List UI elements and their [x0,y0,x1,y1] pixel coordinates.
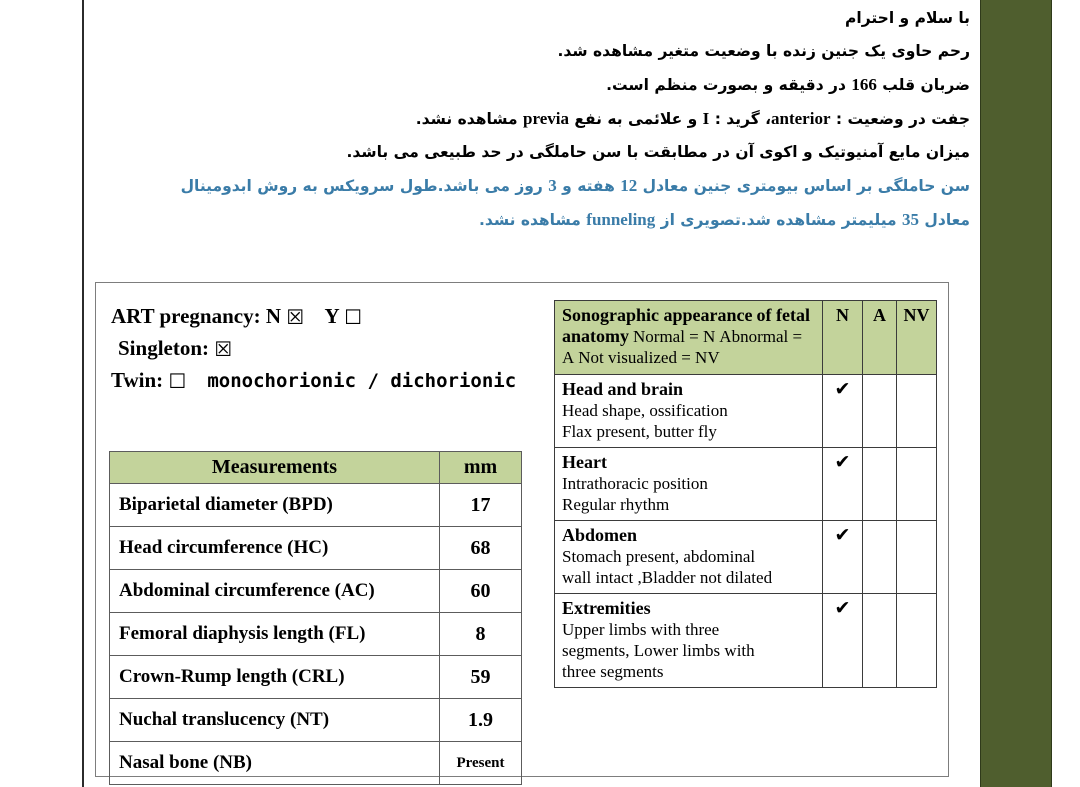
narrative-line-5: میزان مایع آمنیوتیک و اکوی آن در مطابقت با سن حاملگی در حد طبیعی می باشد. [346,143,970,161]
anatomy-item-title: Extremities [562,598,651,618]
narrative-line-1: با سلام و احترام [845,9,970,27]
anatomy-mark-nv[interactable] [897,521,937,594]
measurement-name: Nuchal translucency (NT) [110,699,440,742]
measurements-header-name: Measurements [110,452,440,484]
measurements-table [109,451,522,785]
anatomy-mark-nv[interactable] [897,375,937,448]
anatomy-header-title-cell [555,301,823,375]
anatomy-mark-a[interactable] [863,594,897,688]
table-row [110,742,522,785]
measurement-name: Nasal bone (NB) [110,742,440,785]
anatomy-column-nv: NV [897,301,937,375]
art-yes-checkbox[interactable]: ☐ [344,305,363,329]
twin-checkbox[interactable]: ☐ [168,369,187,393]
anatomy-header-title-line2: of fetal anatomy [562,305,810,346]
table-row [555,521,937,594]
anatomy-legend-not-visualized: Not visualized = NV [578,348,720,367]
table-row [555,375,937,448]
anatomy-column-a: A [863,301,897,375]
anatomy-item-cell [555,521,823,594]
anatomy-item-title: Heart [562,452,607,472]
table-row [110,570,522,613]
anatomy-mark-n[interactable]: ✔ [823,594,863,688]
table-row [110,656,522,699]
anatomy-item-cell [555,375,823,448]
art-pregnancy-label: ART pregnancy: [111,304,261,328]
art-no-checkbox[interactable]: ☒ [286,305,305,329]
narrative-line-3: ضربان قلب 166 در دقیقه و بصورت منظم است. [606,75,970,94]
anatomy-mark-a[interactable] [863,521,897,594]
narrative-text [90,2,970,237]
anatomy-item-desc-1: Upper limbs with three [562,620,720,639]
table-row [110,527,522,570]
measurement-value: 17 [440,484,522,527]
pregnancy-type-checklist [111,301,516,397]
singleton-checkbox[interactable]: ☒ [214,337,233,361]
measurements-header-row [110,452,522,484]
decorative-green-band [980,0,1052,787]
anatomy-item-desc-2: Regular rhythm [562,495,670,514]
anatomy-header-title-line1: Sonographic appearance [562,305,753,325]
measurement-value: 68 [440,527,522,570]
anatomy-mark-nv[interactable] [897,448,937,521]
measurement-value: Present [440,742,522,785]
anatomy-column-n: N [823,301,863,375]
anatomy-item-desc-1: Head shape, ossification [562,401,728,420]
measurement-name: Biparietal diameter (BPD) [110,484,440,527]
fetal-anatomy-table [554,300,937,688]
anatomy-item-cell [555,594,823,688]
twin-chorionicity-label: monochorionic / dichorionic [207,370,517,392]
anatomy-item-title: Abdomen [562,525,638,545]
singleton-row [111,333,516,365]
measurement-name: Crown-Rump length (CRL) [110,656,440,699]
page-left-rule [82,0,84,787]
twin-label: Twin: [111,368,164,392]
art-yes-label: Y [324,304,339,328]
anatomy-mark-n[interactable]: ✔ [823,375,863,448]
anatomy-mark-a[interactable] [863,375,897,448]
measurement-value: 8 [440,613,522,656]
anatomy-mark-n[interactable]: ✔ [823,521,863,594]
anatomy-mark-n[interactable]: ✔ [823,448,863,521]
anatomy-item-cell [555,448,823,521]
measurement-value: 1.9 [440,699,522,742]
table-row [555,594,937,688]
anatomy-item-desc-2: segments, Lower limbs with [562,641,755,660]
measurement-name: Abdominal circumference (AC) [110,570,440,613]
table-row [110,699,522,742]
anatomy-header-row [555,301,937,375]
narrative-line-2: رحم حاوی یک جنین زنده با وضعیت متغیر مشاهده شد. [557,42,970,60]
narrative-line-4: جفت در وضعیت : anterior، گرید : I و علائمی به نفع previa مشاهده نشد. [415,109,970,128]
anatomy-mark-nv[interactable] [897,594,937,688]
anatomy-legend-normal: Normal = N [633,327,716,346]
singleton-label: Singleton: [118,336,210,360]
anatomy-item-desc-1: Stomach present, abdominal [562,547,756,566]
measurement-value: 59 [440,656,522,699]
measurements-header-unit: mm [440,452,522,484]
measurement-value: 60 [440,570,522,613]
anatomy-item-desc-3: three segments [562,662,664,681]
table-row [555,448,937,521]
anatomy-item-desc-2: wall intact ,Bladder not dilated [562,568,773,587]
anatomy-legend-abnormal: Abnormal = A [562,327,803,367]
anatomy-item-title: Head and brain [562,379,684,399]
findings-content-box [95,282,949,777]
narrative-line-6: سن حاملگی بر اساس بیومتری جنین معادل 12 هفته و 3 روز می باشد.طول سرویکس به روش ابدومینال [180,176,970,195]
measurement-name: Head circumference (HC) [110,527,440,570]
narrative-line-7: معادل 35 میلیمتر مشاهده شد.تصویری از funneling مشاهده نشد. [479,210,970,229]
twin-row [111,365,516,397]
measurement-name: Femoral diaphysis length (FL) [110,613,440,656]
art-no-label: N [265,304,282,328]
table-row [110,484,522,527]
anatomy-mark-a[interactable] [863,448,897,521]
art-pregnancy-row [111,301,516,333]
table-row [110,613,522,656]
anatomy-item-desc-2: Flax present, butter fly [562,422,717,441]
anatomy-item-desc-1: Intrathoracic position [562,474,708,493]
